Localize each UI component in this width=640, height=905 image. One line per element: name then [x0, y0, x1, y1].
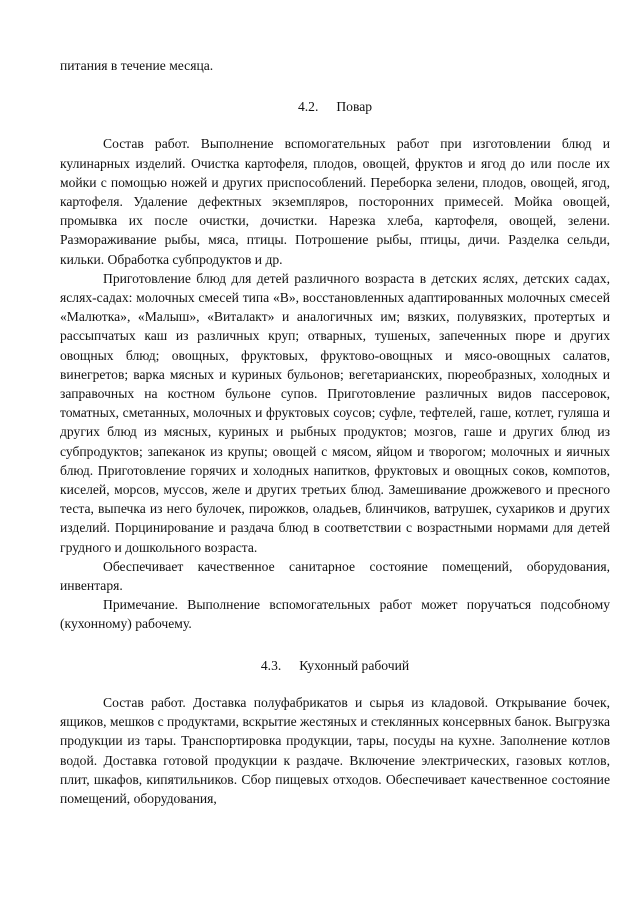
section-title: Повар: [336, 99, 373, 115]
section-heading-4-2: [60, 97, 610, 116]
section-heading-4-3: [60, 656, 610, 675]
paragraph-sanitary: Обеспечивает качественное санитарное состояние помещений, оборудования, инвентаря.: [60, 558, 610, 594]
document-page: [60, 56, 610, 808]
continuation-text: питания в течение месяца.: [60, 58, 214, 73]
paragraph-cooking: Приготовление блюд для детей различного возраста в детских яслях, детских садах, яслях-садах: молочных смесей типа «В», восстановленных адаптированных молочных смесей «Малютка», «Малыш», «Виталакт» и аналогичных им; вязких, полувязких, протертых и рассыпчатых каш из различных круп; отварных, тушеных, запеченных пюре и других овощных блюд; овощных, фруктовых, фруктово-овощных и мясо-овощных салатов, винегретов; варка мясных и куриных бульонов; вегетарианских, пюреобразных, холодных и заправочных на костном бульоне супов. Приготовление различных видов пассеровок, томатных, сметанных, молочных и фруктовых соусов; суфле, тефтелей, гаше, котлет, гуляша и других блюд из мясных, куриных и рыбных продуктов; мозгов, гаше и других блюд из субпродуктов; запеканок из крупы; овощей с мясом, яйцом и творогом; молочных и яичных блюд. Приготовление горячих и холодных напитков, фруктовых и овощных соков, компотов, киселей, морсов, муссов, желе и других третьих блюд. Замешивание дрожжевого и пресного теста, выпечка из него булочек, пирожков, оладьев, блинчиков, ватрушек, сухариков и других изделий. Порцинирование и раздача блюд в соответствии с возрастными нормами для детей грудного и дошкольного возраста.: [60, 270, 610, 555]
section-title: Кухонный рабочий: [299, 657, 410, 673]
paragraph-kitchen-worker: Состав работ. Доставка полуфабрикатов и сырья из кладовой. Открывание бочек, ящиков, мешков с продуктами, вскрытие жестяных и стеклянных консервных банок. Выгрузка продукции из тары. Транспортировка продукции, тары, посуды на кухне. Заполнение котлов водой. Доставка готовой продукции к раздаче. Включение электрических, газовых котлов, плит, шкафов, кипятильников. Сбор пищевых отходов. Обеспечивает качественное состояние помещений, оборудования,: [60, 694, 610, 806]
section-number: 4.3.: [260, 657, 282, 673]
section-number: 4.2.: [297, 99, 319, 115]
paragraph-note: Примечание. Выполнение вспомогательных работ может поручаться подсобному (кухонному) рабочему.: [60, 597, 610, 632]
paragraph-work-scope: Состав работ. Выполнение вспомогательных работ при изготовлении блюд и кулинарных изделий. Очистка картофеля, плодов, овощей, фруктов и ягод до или после их мойки с помощью ножей и других приспособлений. Переборка зелени, плодов, овощей, ягод, картофеля. Удаление дефектных экземпляров, посторонних примесей. Мойка овощей, промывка их после очистки, дочистки. Нарезка хлеба, картофеля, овощей, зелени. Размораживание рыбы, мяса, птицы. Потрошение рыбы, птицы, дичи. Разделка сельди, кильки. Обработка субпродуктов и др.: [60, 136, 610, 267]
